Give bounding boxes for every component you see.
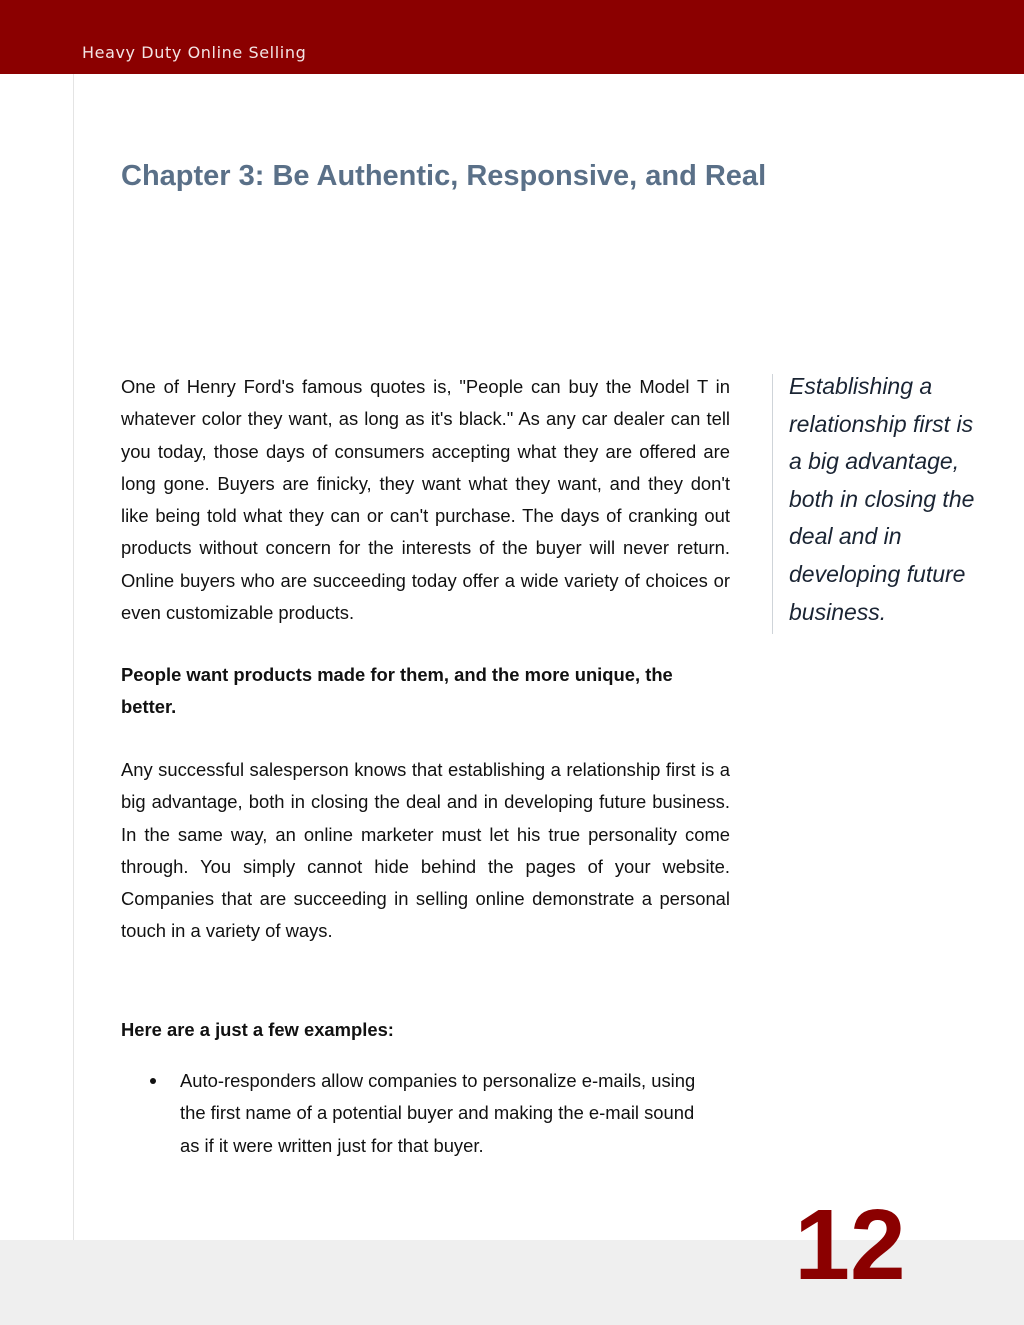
chapter-title: Chapter 3: Be Authentic, Responsive, and Real [121,160,767,192]
pull-quote-rule [772,374,773,634]
page-number: 12 [794,1189,906,1301]
relationship-paragraph: Any successful salesperson knows that establishing a relationship first is a big advantage, both in closing the deal and in developing future business. In the same way, an online marketer must let his true personality come through. You simply cannot hide behind the pages of your website. Companies that are succeeding in selling online demonstrate a personal touch in a variety of ways. [121,759,730,942]
intro-paragraph: One of Henry Ford's famous quotes is, "People can buy the Model T in whatever color they want, as long as it's black." As any car dealer can tell you today, those days of consumers accepting what they are offered are long gone. Buyers are finicky, they want what they want, and they don't like being told what they can or can't purchase. The days of cranking out products without concern for the interests of the buyer will never return. Online buyers who are succeeding today offer a wide variety of choices or even customizable products. [121,376,730,624]
examples-heading: Here are a just a few examples: [121,1019,394,1040]
pull-quote: Establishing a relationship first is a big advantage, both in closing the deal and in developing future business. [789,373,975,625]
document-title: Heavy Duty Online Selling [82,43,307,62]
examples-list [150,1065,710,1162]
bold-statement: People want products made for them, and the more unique, the better. [121,664,673,718]
left-margin-rule [73,74,74,1240]
list-item-text: Auto-responders allow companies to personalize e-mails, using the first name of a potential buyer and making the e-mail sound as if it were written just for that buyer. [180,1070,696,1156]
list-item [150,1065,710,1162]
bullet-icon [150,1078,156,1084]
header-bar [0,0,1024,74]
